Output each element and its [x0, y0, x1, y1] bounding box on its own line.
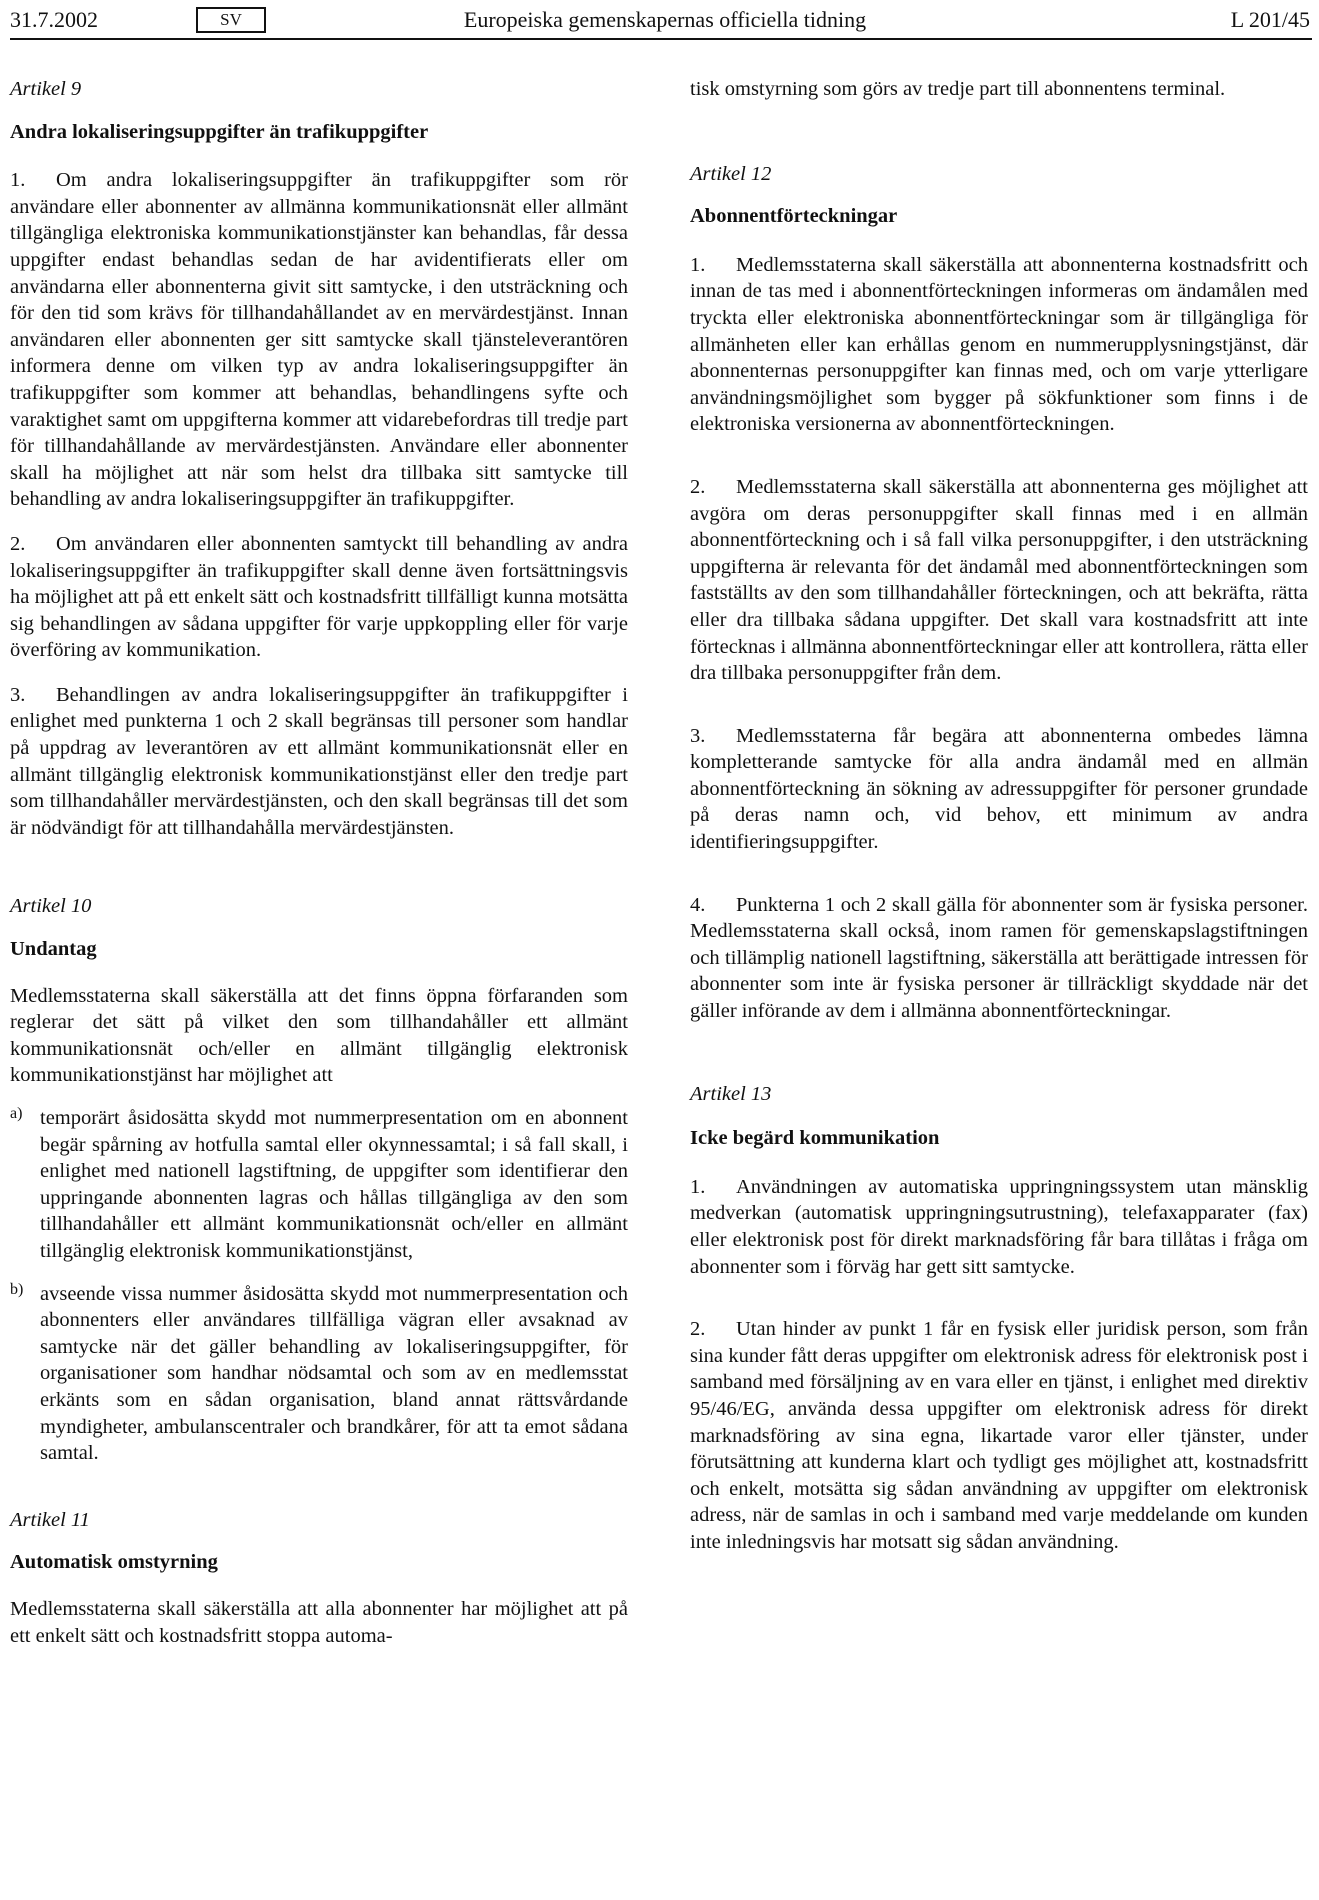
paragraph-number: 1. — [690, 253, 706, 276]
article-10-item-a — [10, 1105, 628, 1265]
article-11-continuation: tisk omstyrning som görs av tredje part till abonnentens terminal. — [690, 78, 1226, 100]
paragraph-number: 3. — [10, 683, 26, 706]
page-reference: L 201/45 — [1230, 7, 1310, 32]
article-12-paragraph-2: 2. Medlemsstaterna skall säkerställa att abonnenterna ges möjlighet att avgöra om deras personuppgifter skall finnas med i en allmän abonnentförteckning och i så fall vilka personuppgifter, i den utsträckning uppgifterna är relevanta för det ändamål med abonnentförteckningen som fastställts av den som tillhandahåller förteckningen, och att bekräfta, rätta eller dra tillbaka sådana uppgifter. Det skall vara kostnadsfritt att inte förtecknas i allmänna abonnentförteckningar eller att kontrollera, rätta eller dra tillbaka personuppgifter från dem. — [690, 475, 1308, 685]
article-13-paragraph-2: 2. Utan hinder av punkt 1 får en fysisk eller juridisk person, som från sina kunder fått deras uppgifter om elektronisk adress för elektronisk post i samband med försäljning av en vara eller en tjänst, i enlighet med direktiv 95/46/EG, använda dessa uppgifter om elektronisk adress för direkt marknadsföring av sina egna, likartade varor eller tjänster, under förutsättning att kunderna klart och tydligt ges möjlighet att, kostnadsfritt och enkelt, motsätta sig sådan användning av uppgifter om elektronisk adress, när de samlas in och i samband med varje meddelande om kunden inte inledningsvis har motsatt sig sådan användning. — [690, 1318, 1308, 1553]
language-box: SV — [196, 7, 266, 33]
paragraph-number: 2. — [10, 532, 26, 555]
article-9-paragraph-2: 2. Om användaren eller abonnenten samtyckt till behandling av andra lokaliseringsuppgifter än trafikuppgifter skall denne även fortsättningsvis ha möjlighet att på ett enkelt sätt och kostnadsfritt tillfälligt kunna motsätta sig behandlingen av sådana uppgifter för varje uppkoppling eller för varje överföring av kommunikation. — [10, 532, 628, 662]
item-label: b) — [10, 1280, 24, 1298]
article-12-paragraph-3: 3. Medlemsstaterna får begära att abonnenterna ombedes lämna kompletterande samtycke för alla andra ändamål med en allmän abonnentförteckning än sökning av adressuppgifter för personer grundade på deras namn och, vid behov, ett minimum av andra identifieringsuppgifter. — [690, 724, 1308, 854]
article-12-paragraph-1: 1. Medlemsstaterna skall säkerställa att abonnenterna kostnadsfritt och innan de tas med i abonnentförteckningen informeras om ändamålen med tryckta eller elektroniska abonnentförteckningar som är tillgängliga för allmänheten eller kan erhållas genom en nummerupplysningstjänst, där abonnenternas personuppgifter kan finnas med, och om varje ytterligare användningsmöjlighet som bygger på sökfunktioner som finns i de elektroniska versionerna av abonnentförteckningen. — [690, 253, 1308, 436]
journal-title: Europeiska gemenskapernas officiella tidning — [463, 7, 867, 32]
publication-date: 31.7.2002 — [10, 7, 98, 32]
paragraph-number: 2. — [690, 1318, 706, 1341]
article-13-title: Icke begärd kommunikation — [690, 1127, 940, 1150]
page-header — [10, 4, 1312, 34]
article-9-label: Artikel 9 — [10, 78, 82, 100]
item-label: a) — [10, 1105, 23, 1122]
left-column — [10, 76, 628, 1649]
paragraph-number: 4. — [690, 893, 706, 916]
article-12-paragraph-4: 4. Punkterna 1 och 2 skall gälla för abonnenter som är fysiska personer. Medlemsstaterna skall också, inom ramen för gemenskapslagstiftningen och tillämplig nationell lagstiftning, säkerställa att berättigade intressen för abonnenter som inte är fysiska personer är tillräckligt skyddade när det gäller införande av dem i allmänna abonnentförteckningar. — [690, 893, 1308, 1023]
article-10-intro: Medlemsstaterna skall säkerställa att det finns öppna förfaranden som reglerar det sätt på vilket den som tillhandahåller ett allmänt kommunikationsnät och/eller en allmänt tillgänglig elektronisk kommunikationstjänst har möjlighet att — [10, 984, 628, 1087]
item-text: avseende vissa nummer åsidosätta skydd mot nummerpresentation och abonnenters eller användares tillfälliga vägran eller avsaknad av samtycke när det gäller behandling av lokaliseringsuppgifter, för organisationer som handhar nödsamtal och som av en medlemsstat erkänts som en sådan organisation, bland annat rättsvårdande myndigheter, ambulanscentraler och brandkårer, för att ta emot sådana samtal. — [40, 1282, 628, 1465]
article-10-label: Artikel 10 — [10, 895, 92, 918]
right-column — [690, 76, 1308, 1556]
item-text: temporärt åsidosätta skydd mot nummerpresentation om en abonnent begär spårning av hotfulla samtal eller okynnessamtal; i så fall skall, i enlighet med nationell lagstiftning, de uppgifter som identifierar den uppringande abonnenten lagras och hållas tillgängliga av den som tillhandahåller ett allmänt kommunikationsnät och/eller en allmänt tillgänglig elektronisk kommunikationstjänst, — [40, 1107, 628, 1262]
article-10-item-b — [10, 1281, 628, 1467]
article-9-paragraph-3: 3. Behandlingen av andra lokaliseringsuppgifter än trafikuppgifter i enlighet med punkterna 1 och 2 skall begränsas till personer som handlar på uppdrag av leverantören av ett allmänt kommunikationsnät eller en allmänt tillgänglig elektronisk kommunikationstjänst eller den tredje part som tillhandahåller mervärdestjänsten, och den skall begränsas till det som är nödvändigt för att tillhandahålla mervärdestjänsten. — [10, 683, 628, 839]
paragraph-number: 3. — [690, 724, 706, 747]
article-13-paragraph-1: 1. Användningen av automatiska uppringningssystem utan mänsklig medverkan (automatisk uppringningsutrustning), telefaxapparater (fax) eller elektronisk post för direkt marknadsföring får bara tillåtas i fråga om abonnenter som i förväg har gett sitt samtycke. — [690, 1175, 1308, 1278]
paragraph-number: 2. — [690, 475, 706, 498]
article-11-paragraph: Medlemsstaterna skall säkerställa att alla abonnenter har möjlighet att på ett enkelt sätt och kostnadsfritt stoppa automa- — [10, 1597, 628, 1647]
article-9-title: Andra lokaliseringsuppgifter än trafikuppgifter — [10, 120, 429, 143]
header-rule — [10, 38, 1312, 40]
article-10-title: Undantag — [10, 938, 97, 961]
paragraph-number: 1. — [690, 1175, 706, 1198]
article-13-label: Artikel 13 — [690, 1082, 772, 1105]
article-12-label: Artikel 12 — [690, 162, 772, 185]
article-12-title: Abonnentförteckningar — [690, 205, 898, 228]
article-11-title: Automatisk omstyrning — [10, 1551, 218, 1574]
article-11-label: Artikel 11 — [10, 1508, 90, 1531]
article-9-paragraph-1: 1. Om andra lokaliseringsuppgifter än trafikuppgifter som rör användare eller abonnenter av allmänna kommunikationsnät eller allmänt tillgängliga elektroniska kommunikationstjänster kan behandlas, får dessa uppgifter endast behandlas sedan de har avidentifierats eller om användarna eller abonnenterna givit sitt samtycke, i den utsträckning och för den tid som krävs för tillhandahållandet av en mervärdestjänst. Innan användaren eller abonnenten ger sitt samtycke skall tjänsteleverantören informera denne om vilken typ av andra lokaliseringsuppgifter än trafikuppgifter som kommer att behandlas, behandlingens syfte och varaktighet samt om uppgifterna kommer att vidarebefordras till tredje part för tillhandahållande av mervärdestjänsten. Användare eller abonnenter skall ha möjlighet att när som helst dra tillbaka sitt samtycke till behandling av andra lokaliseringsuppgifter än trafikuppgifter. — [10, 169, 628, 511]
paragraph-number: 1. — [10, 169, 26, 192]
